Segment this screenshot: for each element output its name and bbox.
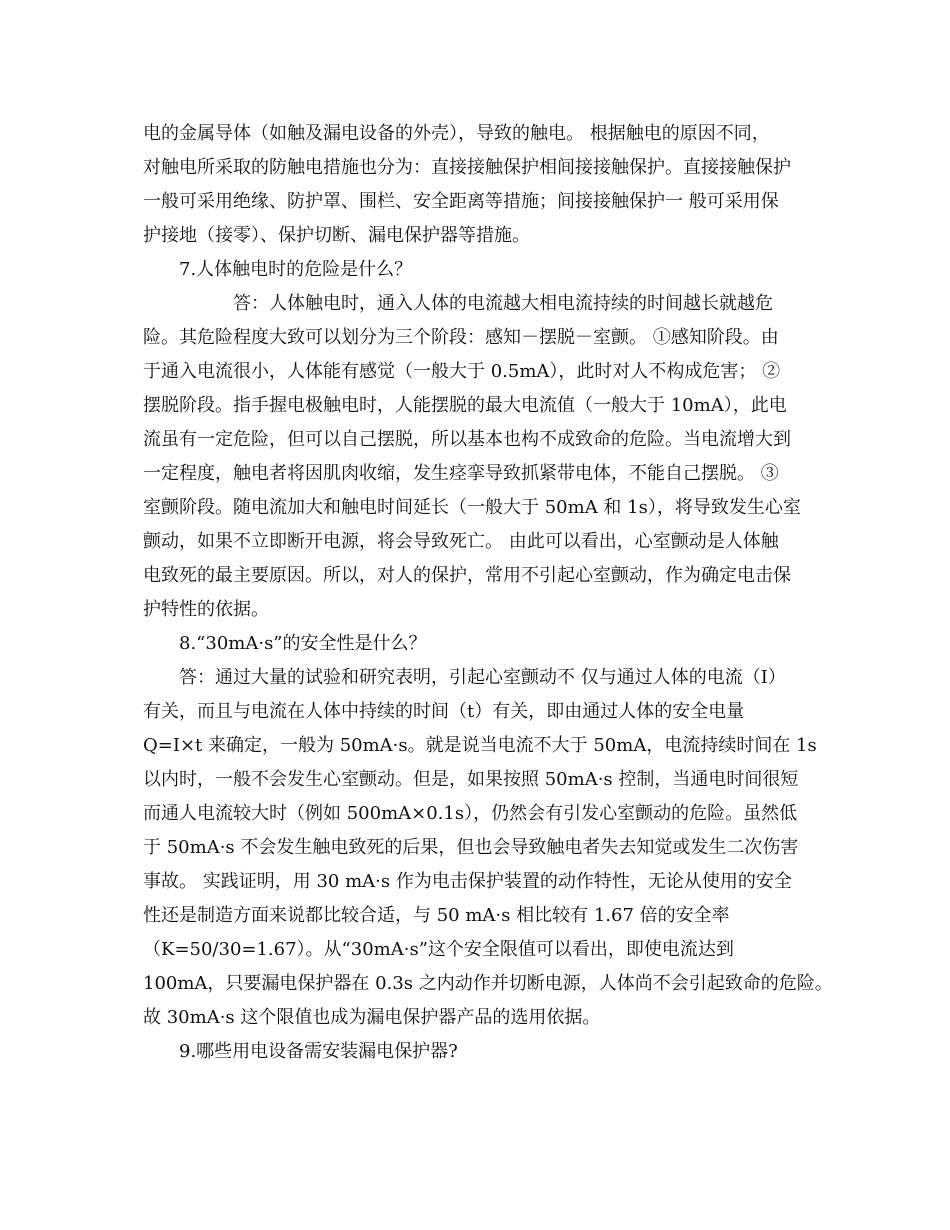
body-line: 以内时，一般不会发生心室颤动。但是，如果按照 50mA·s 控制，当通电时间很短 — [143, 769, 799, 790]
body-line: 一般可采用绝缘、防护罩、围栏、安全距离等措施；间接接触保护一 般可采用保 — [143, 191, 779, 212]
body-line: 流虽有一定危险，但可以自己摆脱，所以基本也构不成致命的危险。当电流增大到 — [143, 429, 791, 450]
body-line: 而通人电流较大时（例如 500mA×0.1s），仍然会有引发心室颤动的危险。虽然低 — [143, 803, 798, 824]
body-line: 室颤阶段。随电流加大和触电时间延长（一般大于 50mA 和 1s），将导致发生心室 — [143, 497, 801, 518]
question-heading-9: 9.哪些用电设备需安装漏电保护器? — [179, 1041, 458, 1062]
body-line: （K=50/30=1.67）。从“30mA·s”这个安全限值可以看出，即使电流达到 — [143, 939, 734, 960]
document-body — [143, 117, 833, 1069]
body-line: 100mA，只要漏电保护器在 0.3s 之内动作并切断电源，人体尚不会引起致命的危险。 — [143, 973, 833, 994]
answer-line: 答：人体触电时，通入人体的电流越大相电流持续的时间越长就越危 — [233, 293, 773, 314]
question-heading-8: 8.“30mA·s”的安全性是什么？ — [179, 633, 427, 654]
body-line: 故 30mA·s 这个限值也成为漏电保护器产品的选用依据。 — [143, 1007, 601, 1028]
body-line: 一定程度，触电者将因肌肉收缩，发生痉挛导致抓紧带电体，不能自己摆脱。 ③ — [143, 463, 779, 484]
body-line: 护接地（接零）、保护切断、漏电保护器等措施。 — [143, 225, 530, 246]
body-line: Q=I×t 来确定，一般为 50mA·s。就是说当电流不大于 50mA，电流持续时间在 1s — [143, 735, 817, 756]
body-line: 颤动，如果不立即断开电源，将会导致死亡。 由此可以看出，心室颤动是人体触 — [143, 531, 779, 552]
body-line: 有关，而且与电流在人体中持续的时间（t）有关，即由通过人体的安全电量 — [143, 701, 745, 722]
body-line: 电的金属导体（如触及漏电设备的外壳），导致的触电。 根据触电的原因不同， — [143, 123, 770, 144]
body-line: 于通入电流很小，人体能有感觉（一般大于 0.5mA），此时对人不构成危害； ② — [143, 361, 781, 382]
body-line: 电致死的最主要原因。所以，对人的保护，常用不引起心室颤动，作为确定电击保 — [143, 565, 791, 586]
body-line: 性还是制造方面来说都比较合适，与 50 mA·s 相比较有 1.67 倍的安全率 — [143, 905, 730, 926]
body-line: 对触电所采取的防触电措施也分为：直接接触保护相间接接触保护。直接接触保护 — [143, 157, 791, 178]
answer-line: 答：通过大量的试验和研究表明，引起心室颤动不 仅与通过人体的电流（I） — [179, 667, 786, 688]
body-line: 于 50mA·s 不会发生触电致死的后果，但也会导致触电者失去知觉或发生二次伤害 — [143, 837, 799, 858]
body-line: 险。其危险程度大致可以划分为三个阶段：感知－摆脱－室颤。 ①感知阶段。由 — [143, 327, 779, 348]
question-heading-7: 7.人体触电时的危险是什么？ — [179, 259, 413, 280]
body-line: 事故。 实践证明，用 30 mA·s 作为电击保护装置的动作特性，无论从使用的安全 — [143, 871, 792, 892]
body-line: 摆脱阶段。指手握电极触电时，人能摆脱的最大电流值（一般大于 10mA），此电 — [143, 395, 787, 416]
body-line: 护特性的依据。 — [143, 599, 269, 620]
